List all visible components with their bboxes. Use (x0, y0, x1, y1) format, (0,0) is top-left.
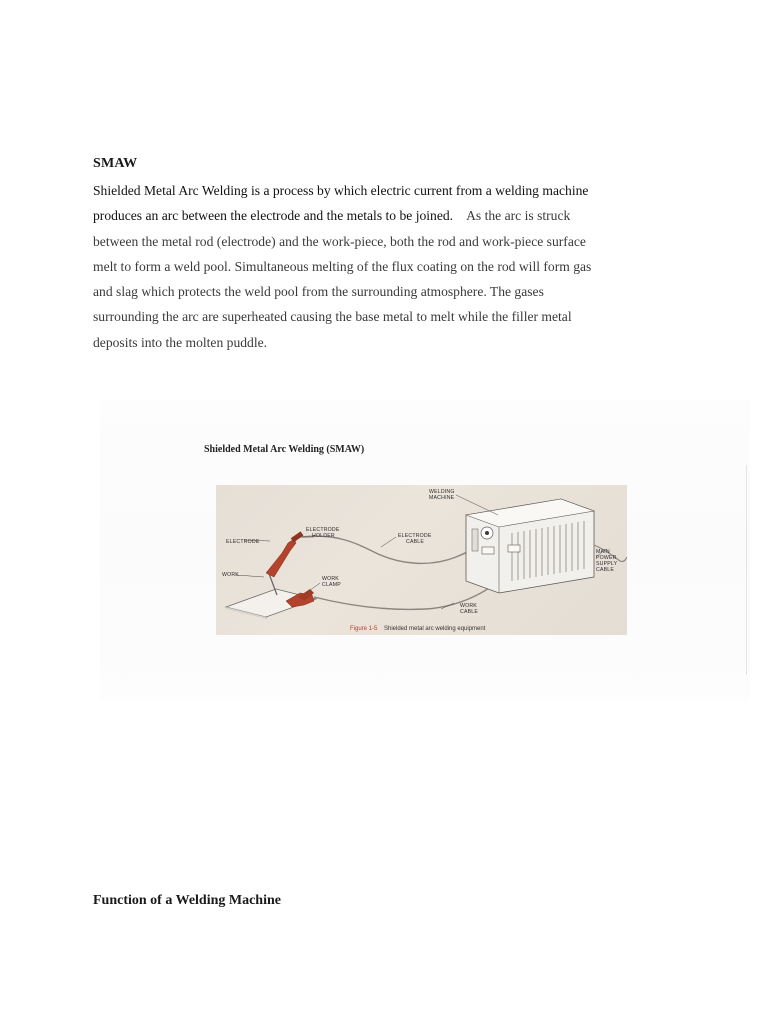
work-terminal (508, 545, 520, 552)
section-heading: Function of a Welding Machine (93, 893, 281, 908)
label-electrode-cable-1: ELECTRODE (398, 533, 432, 539)
paragraph-line-5: and slag which protects the weld pool from the surrounding atmosphere. The gases (93, 284, 544, 300)
electrode-holder (266, 539, 296, 577)
electrode-terminal (482, 547, 494, 554)
label-work: WORK (222, 572, 239, 578)
label-electrode: ELECTRODE (226, 539, 260, 545)
paragraph-line-7: deposits into the molten puddle. (93, 334, 268, 350)
paragraph-line-1: Shielded Metal Arc Welding is a process by which electric current from a welding machine (93, 183, 589, 198)
figure-caption-number: Figure 1-5 (350, 626, 378, 632)
label-main-power-1: MAIN (596, 549, 610, 555)
paragraph-line-6: surrounding the arc are superheated causing the base metal to melt while the filler metal (93, 309, 572, 325)
body-paragraph (93, 178, 673, 355)
label-main-power-2: POWER (596, 555, 617, 561)
machine-meter (472, 529, 478, 551)
paragraph-line-3: between the metal rod (electrode) and the work-piece, both the rod and work-piece surface (93, 233, 586, 249)
dial-knob (485, 531, 489, 535)
label-electrode-holder-2: HOLDER (312, 533, 335, 539)
welding-equipment-figure (216, 485, 627, 635)
electrode-cable (302, 536, 486, 563)
label-work-clamp-1: WORK (322, 576, 339, 582)
label-electrode-holder-1: ELECTRODE (306, 527, 340, 533)
label-electrode-cable-2: CABLE (406, 539, 425, 545)
figure-caption-text: Shielded metal arc welding equipment (384, 626, 486, 632)
label-work-cable-1: WORK (460, 603, 477, 609)
label-welding-machine-1: WELDING (429, 489, 455, 495)
figure-title: Shielded Metal Arc Welding (SMAW) (204, 444, 365, 455)
paragraph-line-2b: As the arc is struck (466, 208, 571, 224)
label-welding-machine-2: MACHINE (429, 495, 455, 501)
figure-scan-edge (746, 465, 747, 675)
label-main-power-4: CABLE (596, 567, 615, 573)
paragraph-line-2: produces an arc between the electrode and the metals to be joined. (93, 208, 454, 224)
label-work-cable-2: CABLE (460, 609, 479, 615)
welding-equipment-illustration (216, 485, 627, 635)
paragraph-line-2-wrap (93, 203, 673, 228)
label-work-clamp-2: CLAMP (322, 582, 341, 588)
label-main-power-3: SUPPLY (596, 561, 618, 567)
document-heading: SMAW (93, 156, 138, 171)
paragraph-line-4: melt to form a weld pool. Simultaneous melting of the flux coating on the rod will form gas (93, 258, 592, 274)
